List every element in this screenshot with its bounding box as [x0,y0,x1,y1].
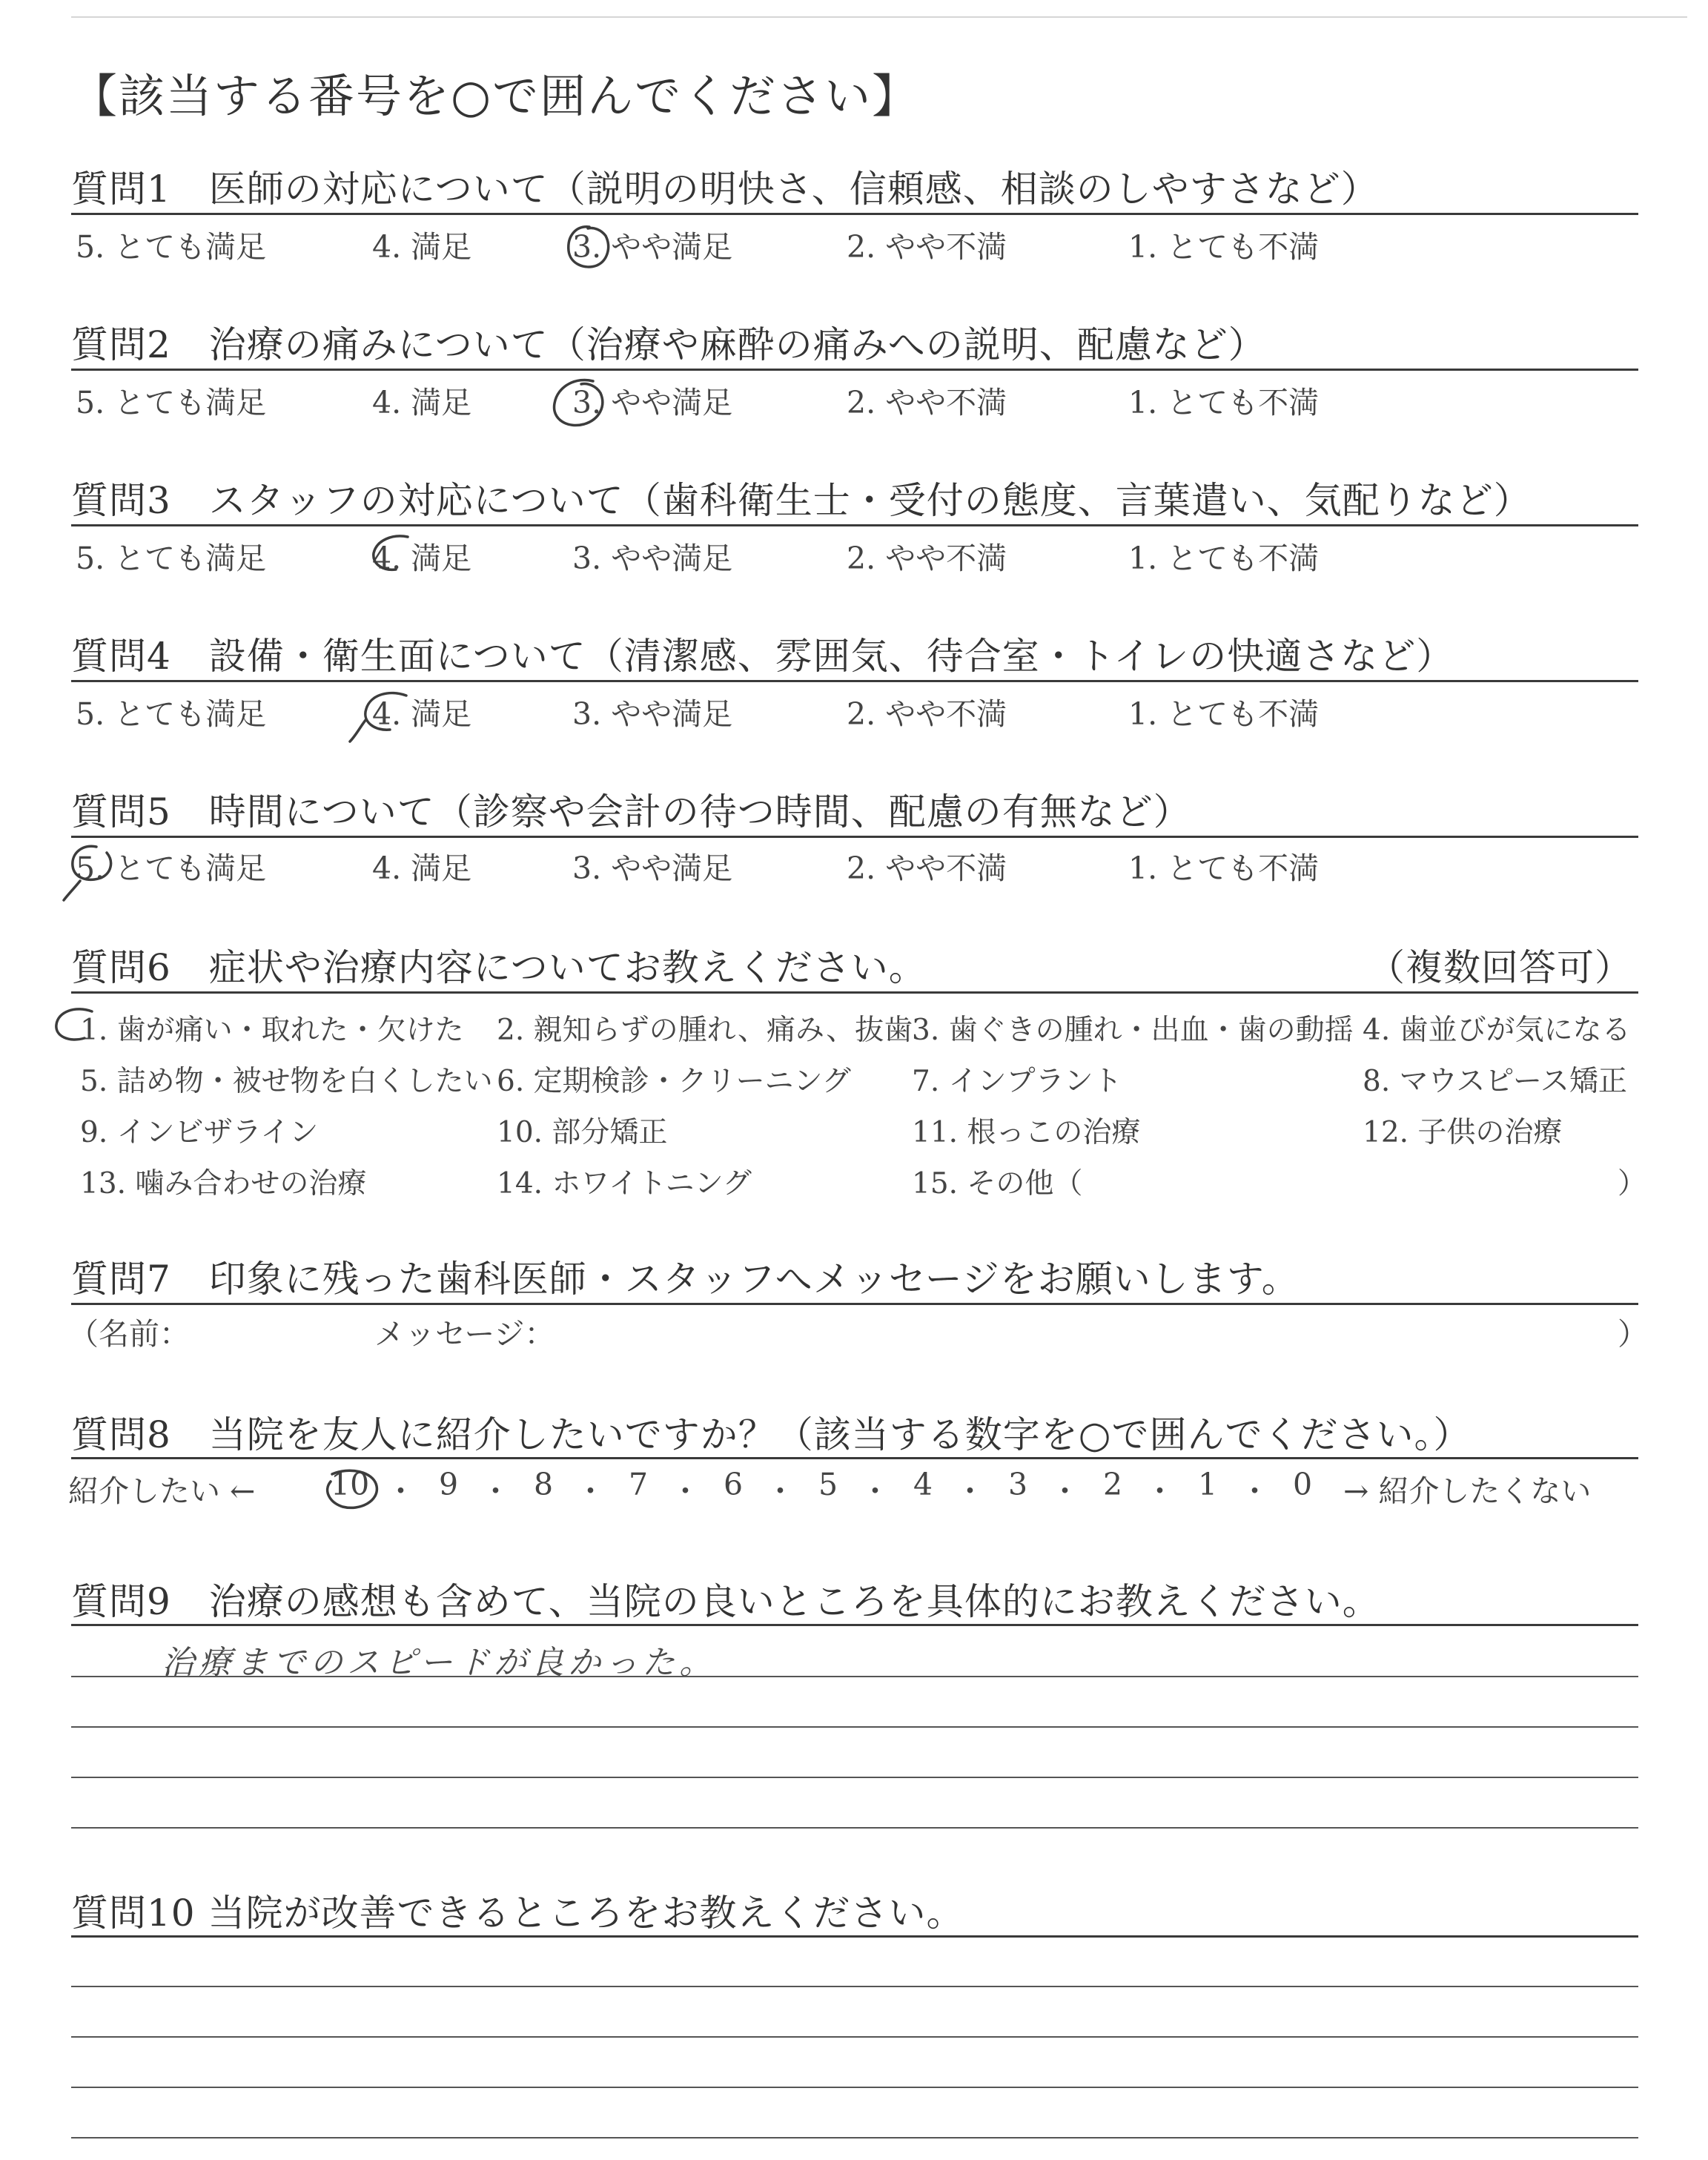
q6-option-7[interactable]: 7. インプラント [912,1065,1122,1098]
q1-option-2[interactable]: 2. やや不満 [847,229,1007,265]
q4-option-4[interactable]: 4. 満足 [372,696,472,732]
q8-value-5[interactable]: 5 [818,1467,838,1502]
q4-option-5[interactable]: 5. とても満足 [76,696,267,732]
q1-option-1[interactable]: 1. とても不満 [1128,229,1320,265]
q6-option-5[interactable]: 5. 詰め物・被せ物を白くしたい [80,1065,493,1098]
q6-option-3[interactable]: 3. 歯ぐきの腫れ・出血・歯の動揺 [912,1014,1354,1047]
q3-option-5[interactable]: 5. とても満足 [76,541,267,576]
q3-option-4[interactable]: 4. 満足 [372,541,472,576]
q10-writing-line-2 [71,2036,1638,2038]
q5-option-2[interactable]: 2. やや不満 [847,851,1007,886]
q6-option-2[interactable]: 2. 親知らずの腫れ、痛み、抜歯 [497,1014,913,1047]
q10-writing-line-1 [71,1986,1638,1987]
q10-rule [71,1935,1638,1938]
q1-title: 質問1 医師の対応について（説明の明快さ、信頼感、相談のしやすさなど） [71,168,1379,211]
q8-left-label: 紹介したい ← [68,1473,256,1509]
q6-option-14[interactable]: 14. ホワイトニング [497,1167,752,1200]
q6-option-12[interactable]: 12. 子供の治療 [1363,1116,1563,1149]
q6-option-9[interactable]: 9. インビザライン [80,1116,319,1149]
q8-value-7[interactable]: 7 [629,1467,649,1502]
q8-separator: ・ [575,1473,606,1509]
q8-separator: ・ [1050,1473,1080,1509]
q8-value-2[interactable]: 2 [1103,1467,1123,1502]
q2-option-4[interactable]: 4. 満足 [372,385,472,420]
q7-message-label: メッセージ： [374,1316,555,1352]
q2-option-1[interactable]: 1. とても不満 [1128,385,1320,420]
q10-writing-line-4 [71,2137,1638,2138]
q1-option-3[interactable]: 3. やや満足 [572,229,733,265]
q9-writing-line-4 [71,1827,1638,1829]
q5-title: 質問5 時間について（診察や会計の待つ時間、配慮の有無など） [71,790,1191,833]
q8-value-3[interactable]: 3 [1008,1467,1028,1502]
q9-rule [71,1624,1638,1626]
q2-option-5[interactable]: 5. とても満足 [76,385,267,420]
q1-rule [71,213,1638,215]
q1-option-4[interactable]: 4. 満足 [372,229,472,265]
q9-handwritten-answer[interactable]: 治療までのスピードが良かった。 [162,1644,717,1682]
q8-right-label: → 紹介したくない [1343,1473,1592,1509]
q6-option-10[interactable]: 10. 部分矯正 [497,1116,668,1149]
q8-separator: ・ [765,1473,795,1509]
q1-option-5[interactable]: 5. とても満足 [76,229,267,265]
q5-option-3[interactable]: 3. やや満足 [572,851,733,886]
q5-option-4[interactable]: 4. 満足 [372,851,472,886]
q8-value-1[interactable]: 1 [1198,1467,1218,1502]
q8-value-6[interactable]: 6 [724,1467,744,1502]
q9-writing-line-2 [71,1726,1638,1728]
top-divider [71,16,1687,18]
q8-value-8[interactable]: 8 [534,1467,554,1502]
q4-option-1[interactable]: 1. とても不満 [1128,696,1320,732]
q6-option-11[interactable]: 11. 根っこの治療 [912,1116,1141,1149]
q4-option-2[interactable]: 2. やや不満 [847,696,1007,732]
q8-value-4[interactable]: 4 [913,1467,933,1502]
q6-option-6[interactable]: 6. 定期検診・クリーニング [497,1065,851,1098]
q10-title: 質問10 当院が改善できるところをお教えください。 [71,1892,964,1935]
page-title: 【該当する番号を○で囲んでください】 [71,69,920,123]
q3-rule [71,524,1638,526]
q8-separator: ・ [860,1473,890,1509]
q6-option-8[interactable]: 8. マウスピース矯正 [1363,1065,1627,1098]
q6-rule [71,991,1638,994]
q8-separator: ・ [955,1473,985,1509]
q7-rule [71,1303,1638,1305]
q5-option-5[interactable]: 5. とても満足 [76,851,267,886]
q2-rule [71,369,1638,371]
q8-title: 質問8 当院を友人に紹介したいですか？（該当する数字を○で囲んでください。） [71,1413,1472,1456]
q4-option-3[interactable]: 3. やや満足 [572,696,733,732]
q8-value-10[interactable]: 10 [331,1467,370,1502]
q8-separator: ・ [1145,1473,1175,1509]
q6-option-13[interactable]: 13. 噛み合わせの治療 [80,1167,367,1200]
q5-option-1[interactable]: 1. とても不満 [1128,851,1320,886]
q6-multiple-note: （複数回答可） [1368,946,1632,989]
q7-title: 質問7 印象に残った歯科医師・スタッフへメッセージをお願いします。 [71,1258,1300,1301]
q6-title: 質問6 症状や治療内容についてお教えください。 [71,946,927,989]
q3-option-2[interactable]: 2. やや不満 [847,541,1007,576]
q4-rule [71,680,1638,682]
q8-separator: ・ [670,1473,701,1509]
q8-separator: ・ [385,1473,416,1509]
q3-option-3[interactable]: 3. やや満足 [572,541,733,576]
q6-other-close: ） [1618,1167,1647,1200]
q2-title: 質問2 治療の痛みについて（治療や麻酔の痛みへの説明、配慮など） [71,323,1266,366]
q9-writing-line-3 [71,1777,1638,1778]
q3-title: 質問3 スタッフの対応について（歯科衛生士・受付の態度、言葉遣い、気配りなど） [71,479,1532,522]
q6-option-1[interactable]: 1. 歯が痛い・取れた・欠けた [80,1014,464,1047]
q9-writing-line-1 [71,1676,1638,1677]
q7-close: ） [1618,1316,1648,1352]
q6-option-15[interactable]: 15. その他（ [912,1167,1083,1200]
q5-rule [71,836,1638,838]
q3-option-1[interactable]: 1. とても不満 [1128,541,1320,576]
q4-title: 質問4 設備・衛生面について（清潔感、雰囲気、待合室・トイレの快適さなど） [71,635,1454,678]
q8-value-0[interactable]: 0 [1293,1467,1313,1502]
q10-writing-line-3 [71,2087,1638,2088]
q8-rule [71,1457,1638,1459]
q7-name-label: （名前： [68,1316,190,1352]
q8-value-9[interactable]: 9 [439,1467,459,1502]
q8-separator: ・ [480,1473,511,1509]
q2-option-3[interactable]: 3. やや満足 [572,385,733,420]
q9-title: 質問9 治療の感想も含めて、当院の良いところを具体的にお教えください。 [71,1580,1380,1623]
q2-option-2[interactable]: 2. やや不満 [847,385,1007,420]
q6-option-4[interactable]: 4. 歯並びが気になる [1363,1014,1631,1047]
q8-separator: ・ [1239,1473,1270,1509]
